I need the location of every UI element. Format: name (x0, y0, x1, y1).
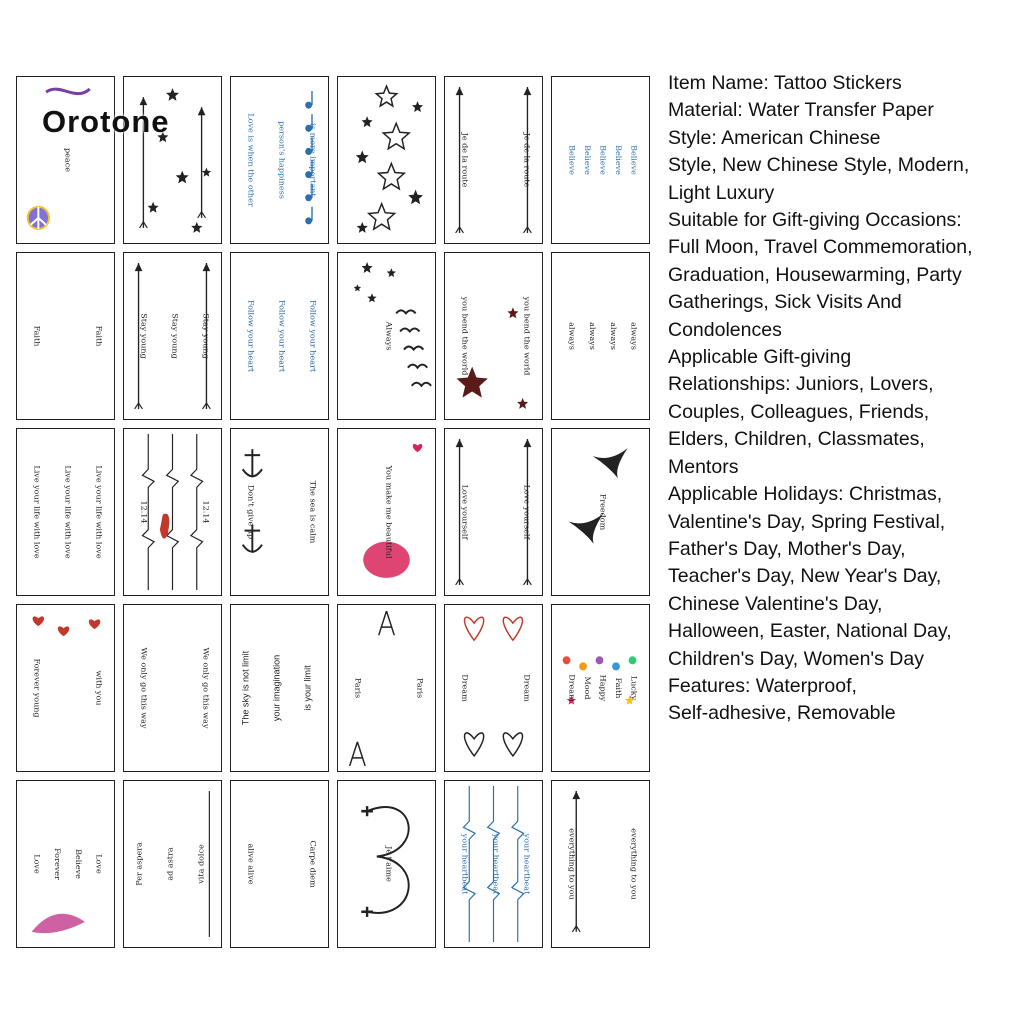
tattoo-sticker-card (230, 604, 329, 772)
tattoo-sticker-card (444, 76, 543, 244)
description-line: Light Luxury (668, 181, 775, 204)
star-icon (166, 88, 179, 101)
bird-icon (396, 310, 415, 313)
star-icon (369, 204, 395, 229)
tattoo-sticker-card (230, 252, 329, 420)
sticker-text: you bend the world (460, 296, 470, 376)
description-line: Item Name: Tattoo Stickers (668, 72, 902, 94)
sticker-text: Love is when the other (246, 113, 256, 207)
sticker-text: Faith (94, 325, 104, 347)
description-line: Couples, Colleagues, Friends, (668, 400, 930, 423)
description-line: Elders, Children, Classmates, (668, 428, 925, 451)
airplane-icon (361, 907, 373, 917)
sticker-text: Follow your heart (246, 299, 256, 373)
tattoo-sticker-card (16, 780, 115, 948)
description-line: Features: Waterproof, (668, 674, 857, 697)
sticker-text: Per aspera (134, 842, 144, 886)
sticker-text: We only go this way (139, 647, 149, 729)
bird-icon (412, 383, 431, 386)
airplane-icon (361, 806, 373, 816)
sticker-text: Forever young (32, 658, 42, 718)
sticker-text: Je t'aime (384, 846, 394, 882)
tattoo-sticker-card (551, 780, 650, 948)
star-icon (367, 293, 376, 302)
sticker-text: Forever (53, 848, 63, 880)
sticker-text: your heartbeat (491, 833, 501, 895)
star-icon (357, 222, 368, 233)
tattoo-sticker-card (16, 428, 115, 596)
sticker-text: Carpe diem (308, 840, 318, 888)
tattoo-sticker-grid (16, 76, 650, 948)
description-line: Style, New Chinese Style, Modern, (668, 154, 970, 177)
flower-icon (563, 656, 571, 664)
sticker-text: Je de la route (522, 132, 532, 188)
bird-icon (404, 347, 423, 350)
sticker-text: Faith (614, 677, 623, 699)
music-note-icon (305, 102, 312, 109)
star-icon (412, 101, 423, 112)
description-line: Children's Day, Women's Day (668, 647, 924, 670)
description-line: Relationships: Juniors, Lovers, (668, 373, 934, 396)
sticker-text: person's happiness (277, 121, 287, 199)
tattoo-sticker-card (16, 604, 115, 772)
description-line: Valentine's Day, Spring Festival, (668, 510, 946, 533)
sticker-text: Believe (567, 145, 577, 175)
arrow-icon (198, 107, 206, 218)
heart-icon (413, 444, 423, 452)
star-icon (148, 202, 159, 213)
sticker-text: Believe (583, 145, 592, 175)
sticker-text: peace (63, 148, 73, 172)
sticker-text: Love (94, 854, 104, 874)
description-line: Applicable Holidays: Christmas, (668, 483, 943, 506)
eiffel-tower-icon (379, 611, 395, 635)
sticker-text: with you (94, 670, 104, 706)
sticker-text: Freedom (598, 493, 608, 531)
sticker-text: ad astra (165, 847, 175, 881)
tattoo-sticker-card (123, 76, 222, 244)
star-icon (362, 116, 373, 127)
description-line: Father's Day, Mother's Day, (668, 537, 906, 560)
sticker-text: always (608, 322, 618, 350)
star-icon (362, 262, 373, 273)
heartbeat-line (512, 786, 524, 942)
sticker-text: 12.14 (139, 500, 149, 524)
sticker-text: Believe (629, 145, 639, 175)
sticker-text: Mood (583, 676, 592, 700)
sticker-text: Love (32, 854, 42, 874)
sticker-text: everything to you (629, 828, 639, 900)
music-note-icon (305, 217, 312, 224)
sticker-text: vita dolce (196, 844, 206, 884)
heart-icon (33, 616, 44, 626)
star-icon (408, 190, 423, 205)
brand-watermark: Orotone (42, 104, 170, 139)
tattoo-sticker-card (123, 428, 222, 596)
bird-icon (400, 328, 419, 331)
sticker-text: Love yourself (522, 484, 532, 540)
description-line: Full Moon, Travel Commemoration, (668, 236, 973, 259)
sticker-text: You make me beautiful (384, 465, 394, 559)
tattoo-sticker-card (337, 252, 436, 420)
sticker-text: Stay young (201, 313, 211, 359)
star-icon (517, 398, 528, 409)
sticker-text: is your limit (302, 665, 313, 711)
sticker-text: Always (384, 321, 394, 351)
tattoo-sticker-card (230, 780, 329, 948)
star-icon (378, 164, 404, 189)
sticker-text: Lucky (629, 675, 639, 701)
tattoo-sticker-card (551, 604, 650, 772)
description-line: Chinese Valentine's Day, (668, 592, 883, 615)
sticker-text: always (567, 322, 577, 350)
heart-outline-icon (465, 617, 484, 640)
description-line: Condolences (668, 318, 782, 341)
description-line: Teacher's Day, New Year's Day, (668, 565, 942, 588)
description-line: Style: American Chinese (668, 126, 881, 149)
heart-icon (91, 797, 102, 807)
heartbeat-line (191, 434, 203, 590)
sticker-text: your heartbeat (522, 833, 532, 895)
description-line: Halloween, Easter, National Day, (668, 620, 952, 643)
star-icon (387, 268, 396, 277)
sticker-text: alive alive (246, 843, 256, 885)
feather-icon (32, 914, 85, 933)
description-line: Gatherings, Sick Visits And (668, 291, 902, 314)
sticker-text: Faith (32, 325, 42, 347)
sticker-text: Don't give up (246, 484, 256, 540)
sticker-text: Believe (614, 145, 623, 175)
sticker-text: The sky is not limit (240, 650, 251, 726)
sticker-text: Happy (598, 674, 608, 702)
flower-icon (579, 662, 587, 670)
star-icon (202, 168, 211, 177)
flower-icon (596, 656, 604, 664)
heart-icon (58, 626, 69, 636)
star-icon (376, 86, 396, 106)
sticker-text: is more important (308, 123, 318, 197)
sticker-text: Stay young (139, 313, 149, 359)
sticker-text: Paris (353, 677, 363, 699)
sticker-text: We only go this way (201, 647, 211, 729)
flower-icon (612, 662, 620, 670)
star-icon (191, 222, 202, 233)
sticker-text: Paris (415, 677, 425, 699)
tattoo-sticker-card (551, 428, 650, 596)
sticker-text: Live your life with love (32, 465, 42, 559)
tattoo-sticker-card (230, 76, 329, 244)
star-icon (383, 123, 409, 148)
sticker-text: 12.14 (201, 500, 211, 524)
flower-icon (629, 656, 637, 664)
sticker-text: Live your life with love (94, 465, 104, 559)
swallow-icon (593, 448, 628, 478)
description-line: Mentors (668, 455, 739, 478)
description-line: Suitable for Gift-giving Occasions: (668, 209, 962, 232)
tattoo-sticker-card (551, 76, 650, 244)
bird-icon (408, 365, 427, 368)
sticker-text: Live your life with love (63, 465, 73, 559)
sticker-text: Dream (567, 674, 577, 702)
star-icon (176, 171, 189, 184)
sticker-text: Follow your heart (308, 299, 318, 373)
star-icon (356, 150, 369, 163)
sticker-text: always (588, 322, 598, 350)
sticker-text: always (629, 322, 639, 350)
heart-outline-icon (503, 617, 522, 640)
description-line: Self-adhesive, Removable (668, 702, 896, 725)
sticker-text: Stay young (170, 313, 180, 359)
tattoo-sticker-card (444, 780, 543, 948)
description-line: Graduation, Housewarming, Party (668, 263, 962, 286)
sticker-text: Follow your heart (277, 299, 287, 373)
tattoo-sticker-card (123, 252, 222, 420)
heart-icon (89, 619, 100, 629)
star-icon (354, 284, 361, 291)
tattoo-sticker-card (337, 428, 436, 596)
star-icon (507, 307, 518, 318)
sticker-text: Love yourself (460, 484, 470, 540)
description-line: Material: Water Transfer Paper (668, 99, 934, 122)
swallow-icon (568, 514, 603, 544)
sticker-text: The sea is calm (308, 480, 318, 544)
sticker-text: your heartbeat (460, 833, 470, 895)
sticker-text: Dream (460, 674, 470, 702)
sticker-text: Dream (522, 674, 532, 702)
sticker-text: Believe (598, 145, 608, 175)
sticker-text: Believe (73, 849, 83, 879)
brush-stroke (46, 89, 90, 94)
tattoo-sticker-card (551, 252, 650, 420)
sticker-text: your imagination (271, 654, 282, 722)
product-description (668, 70, 1018, 728)
description-line: Applicable Gift-giving (668, 346, 852, 369)
tattoo-sticker-card (123, 604, 222, 772)
tattoo-sticker-card (337, 76, 436, 244)
tattoo-sticker-card (337, 604, 436, 772)
tattoo-sticker-card (444, 252, 543, 420)
sticker-text: everything to you (567, 828, 577, 900)
tattoo-sticker-card (123, 780, 222, 948)
tattoo-sticker-card (16, 76, 115, 244)
sticker-text: you bend the world (522, 296, 532, 376)
heartbeat-line (167, 434, 179, 590)
tattoo-sticker-card (16, 252, 115, 420)
tattoo-sticker-card (444, 604, 543, 772)
tattoo-sticker-card (337, 780, 436, 948)
tattoo-sticker-card (444, 428, 543, 596)
eiffel-tower-icon (350, 742, 366, 766)
tattoo-sticker-card (230, 428, 329, 596)
anchor-icon (243, 449, 262, 477)
sticker-text: Je de la route (460, 132, 470, 188)
